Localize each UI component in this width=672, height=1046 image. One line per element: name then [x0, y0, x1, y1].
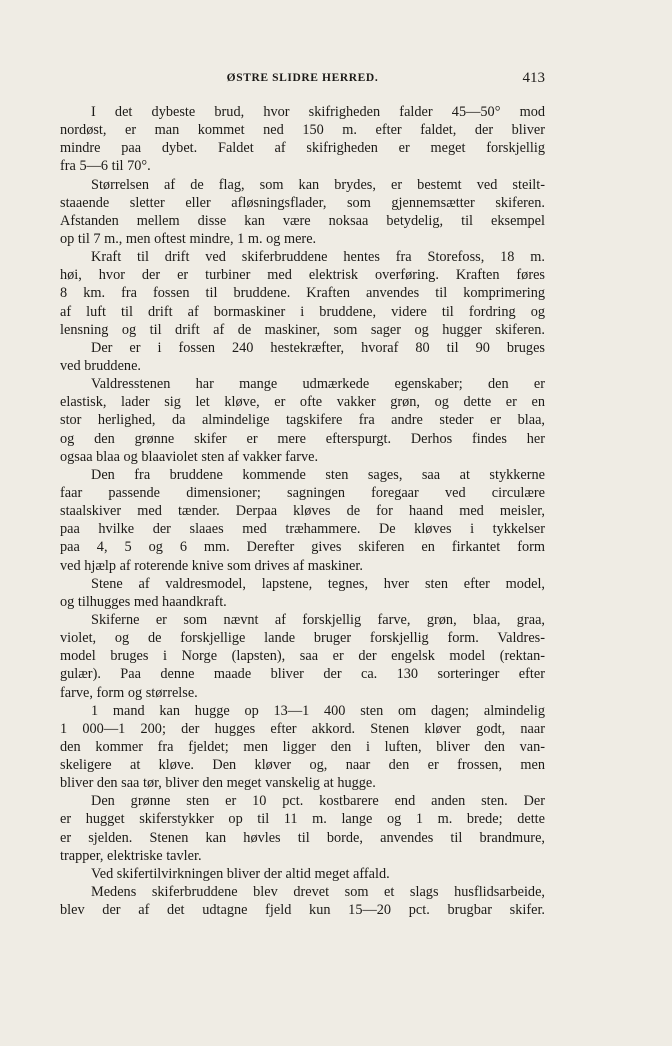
text-line: bliver den saa tør, bliver den meget vanskelig at hugge.	[60, 775, 376, 792]
body-text	[60, 103, 545, 919]
text-line: skeligere at kløve. Den kløver og, naar den er frossen, men	[60, 757, 545, 774]
text-line: blev der af det udtagne fjeld kun 15—20 pct. brugbar skifer.	[60, 902, 545, 919]
text-line: ved bruddene.	[60, 357, 141, 374]
page-number: 413	[522, 70, 545, 86]
text-line: violet, og de forskjellige lande bruger forskjellig form. Valdres-	[60, 630, 545, 647]
text-line: den kommer fra fjeldet; men ligger den i luften, bliver den van-	[60, 738, 545, 755]
text-line: er hugget skiferstykker op til 11 m. lange og 1 m. brede; dette	[60, 811, 545, 828]
text-line: paa 4, 5 og 6 mm. Derefter gives skiferen en firkantet form	[60, 539, 545, 556]
text-line: trapper, elektriske tavler.	[60, 847, 202, 864]
text-line: ogsaa blaa og blaaviolet sten af vakker farve.	[60, 448, 319, 465]
text-line: nordøst, er man kommet ned 150 m. efter faldet, der bliver	[60, 122, 545, 139]
text-line: 1 mand kan hugge op 13—1 400 sten om dagen; almindelig	[91, 702, 545, 719]
text-line: Stene af valdresmodel, lapstene, tegnes, hver sten efter model,	[91, 575, 545, 592]
text-line: 8 km. fra fossen til bruddene. Kraften anvendes til komprimering	[60, 285, 545, 302]
text-line: stor herlighed, da almindelige tagskifere fra andre steder er blaa,	[60, 412, 545, 429]
text-line: elastisk, lader sig let kløve, er ofte vakker grøn, og dette er en	[60, 394, 545, 411]
text-line: Afstanden mellem disse kan være noksaa betydelig, til eksempel	[60, 212, 545, 229]
text-line: Kraft til drift ved skiferbruddene hentes fra Storefoss, 18 m.	[91, 249, 545, 266]
text-line: ved hjælp af roterende knive som drives af maskiner.	[60, 557, 363, 574]
text-line: model bruges i Norge (lapsten), saa er der engelsk model (rektan-	[60, 648, 545, 665]
text-line: staalskiver med tænder. Derpaa kløves de for haand med meisler,	[60, 503, 545, 520]
text-line: lensning og til drift af de maskiner, som sager og hugger skiferen.	[60, 321, 545, 338]
text-line: høi, hvor der er turbiner med elektrisk overføring. Kraften føres	[60, 267, 545, 284]
text-line: op til 7 m., men oftest mindre, 1 m. og mere.	[60, 230, 317, 247]
text-line: staaende sletter eller afløsningsflader, som gjennemsætter skiferen.	[60, 194, 545, 211]
text-line: Der er i fossen 240 hestekræfter, hvoraf 80 til 90 bruges	[91, 339, 545, 356]
text-line: er sjelden. Stenen kan høvles til borde, anvendes til brandmure,	[60, 829, 545, 846]
text-line: fra 5—6 til 70°.	[60, 158, 151, 175]
text-line: paa hvilke der slaaes med træhammere. De kløves i tykkelser	[60, 521, 545, 538]
text-line: gulær). Paa denne maade bliver der ca. 130 sorteringer efter	[60, 666, 545, 683]
text-line: I det dybeste brud, hvor skifrigheden falder 45—50° mod	[91, 104, 545, 120]
text-line: mindre paa dybet. Faldet af skifrigheden er meget forskjellig	[60, 140, 545, 157]
text-line: Valdresstenen har mange udmærkede egenskaber; den er	[91, 376, 545, 393]
text-line: farve, form og størrelse.	[60, 684, 198, 701]
text-line: af luft til drift af bormaskiner i bruddene, videre til fordring og	[60, 303, 545, 320]
text-line: Den grønne sten er 10 pct. kostbarere end anden sten. Der	[91, 793, 545, 810]
running-head	[60, 72, 545, 90]
header-title: ØSTRE SLIDRE HERRED.	[226, 72, 379, 84]
text-line: og den grønne skifer er mere efterspurgt. Derhos findes her	[60, 430, 545, 447]
text-line: faar passende dimensioner; sagningen foregaar ved circulære	[60, 484, 545, 501]
text-line: 1 000—1 200; der hugges efter akkord. Stenen kløver godt, naar	[60, 720, 545, 737]
text-line: Den fra bruddene kommende sten sages, saa at stykkerne	[91, 466, 545, 483]
text-line: Skiferne er som nævnt af forskjellig farve, grøn, blaa, graa,	[91, 611, 545, 628]
text-line: og tilhugges med haandkraft.	[60, 593, 227, 610]
text-line: Størrelsen af de flag, som kan brydes, er bestemt ved steilt-	[91, 176, 545, 193]
text-line: Ved skifertilvirkningen bliver der altid meget affald.	[91, 865, 390, 882]
text-line: Medens skiferbruddene blev drevet som et slags husflidsarbeide,	[91, 884, 545, 901]
